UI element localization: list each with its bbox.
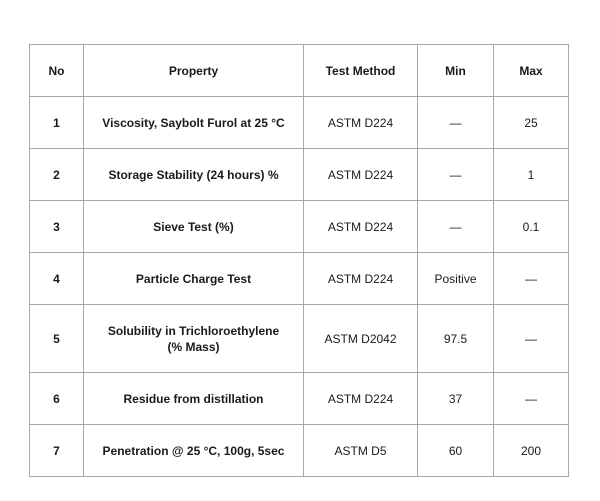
cell-max: 200	[494, 425, 569, 477]
cell-no: 5	[30, 305, 84, 373]
cell-min: 60	[418, 425, 494, 477]
cell-property: Penetration @ 25 °C, 100g, 5sec	[84, 425, 304, 477]
cell-no: 7	[30, 425, 84, 477]
header-property: Property	[84, 45, 304, 97]
cell-property: Sieve Test (%)	[84, 201, 304, 253]
table-row	[30, 149, 569, 201]
cell-test-method: ASTM D224	[304, 373, 418, 425]
table-row	[30, 425, 569, 477]
cell-test-method: ASTM D5	[304, 425, 418, 477]
cell-property: Solubility in Trichloroethylene (% Mass)	[84, 305, 304, 373]
cell-property: Viscosity, Saybolt Furol at 25 °C	[84, 97, 304, 149]
cell-max: —	[494, 253, 569, 305]
cell-property: Storage Stability (24 hours) %	[84, 149, 304, 201]
cell-property: Residue from distillation	[84, 373, 304, 425]
cell-min: —	[418, 97, 494, 149]
cell-no: 1	[30, 97, 84, 149]
cell-max: —	[494, 305, 569, 373]
table-row	[30, 253, 569, 305]
cell-no: 6	[30, 373, 84, 425]
cell-property: Particle Charge Test	[84, 253, 304, 305]
cell-no: 4	[30, 253, 84, 305]
cell-min: —	[418, 201, 494, 253]
cell-test-method: ASTM D224	[304, 253, 418, 305]
cell-no: 2	[30, 149, 84, 201]
header-min: Min	[418, 45, 494, 97]
table-row	[30, 97, 569, 149]
header-test-method: Test Method	[304, 45, 418, 97]
specification-table	[29, 44, 569, 477]
header-max: Max	[494, 45, 569, 97]
cell-no: 3	[30, 201, 84, 253]
table-row	[30, 373, 569, 425]
header-no: No	[30, 45, 84, 97]
header-row	[30, 45, 569, 97]
cell-max: 1	[494, 149, 569, 201]
cell-test-method: ASTM D224	[304, 97, 418, 149]
cell-min: 97.5	[418, 305, 494, 373]
table-row	[30, 201, 569, 253]
cell-test-method: ASTM D224	[304, 201, 418, 253]
cell-min: —	[418, 149, 494, 201]
cell-max: 25	[494, 97, 569, 149]
cell-test-method: ASTM D224	[304, 149, 418, 201]
cell-test-method: ASTM D2042	[304, 305, 418, 373]
cell-min: Positive	[418, 253, 494, 305]
table-row	[30, 305, 569, 373]
cell-max: 0.1	[494, 201, 569, 253]
cell-min: 37	[418, 373, 494, 425]
cell-max: —	[494, 373, 569, 425]
